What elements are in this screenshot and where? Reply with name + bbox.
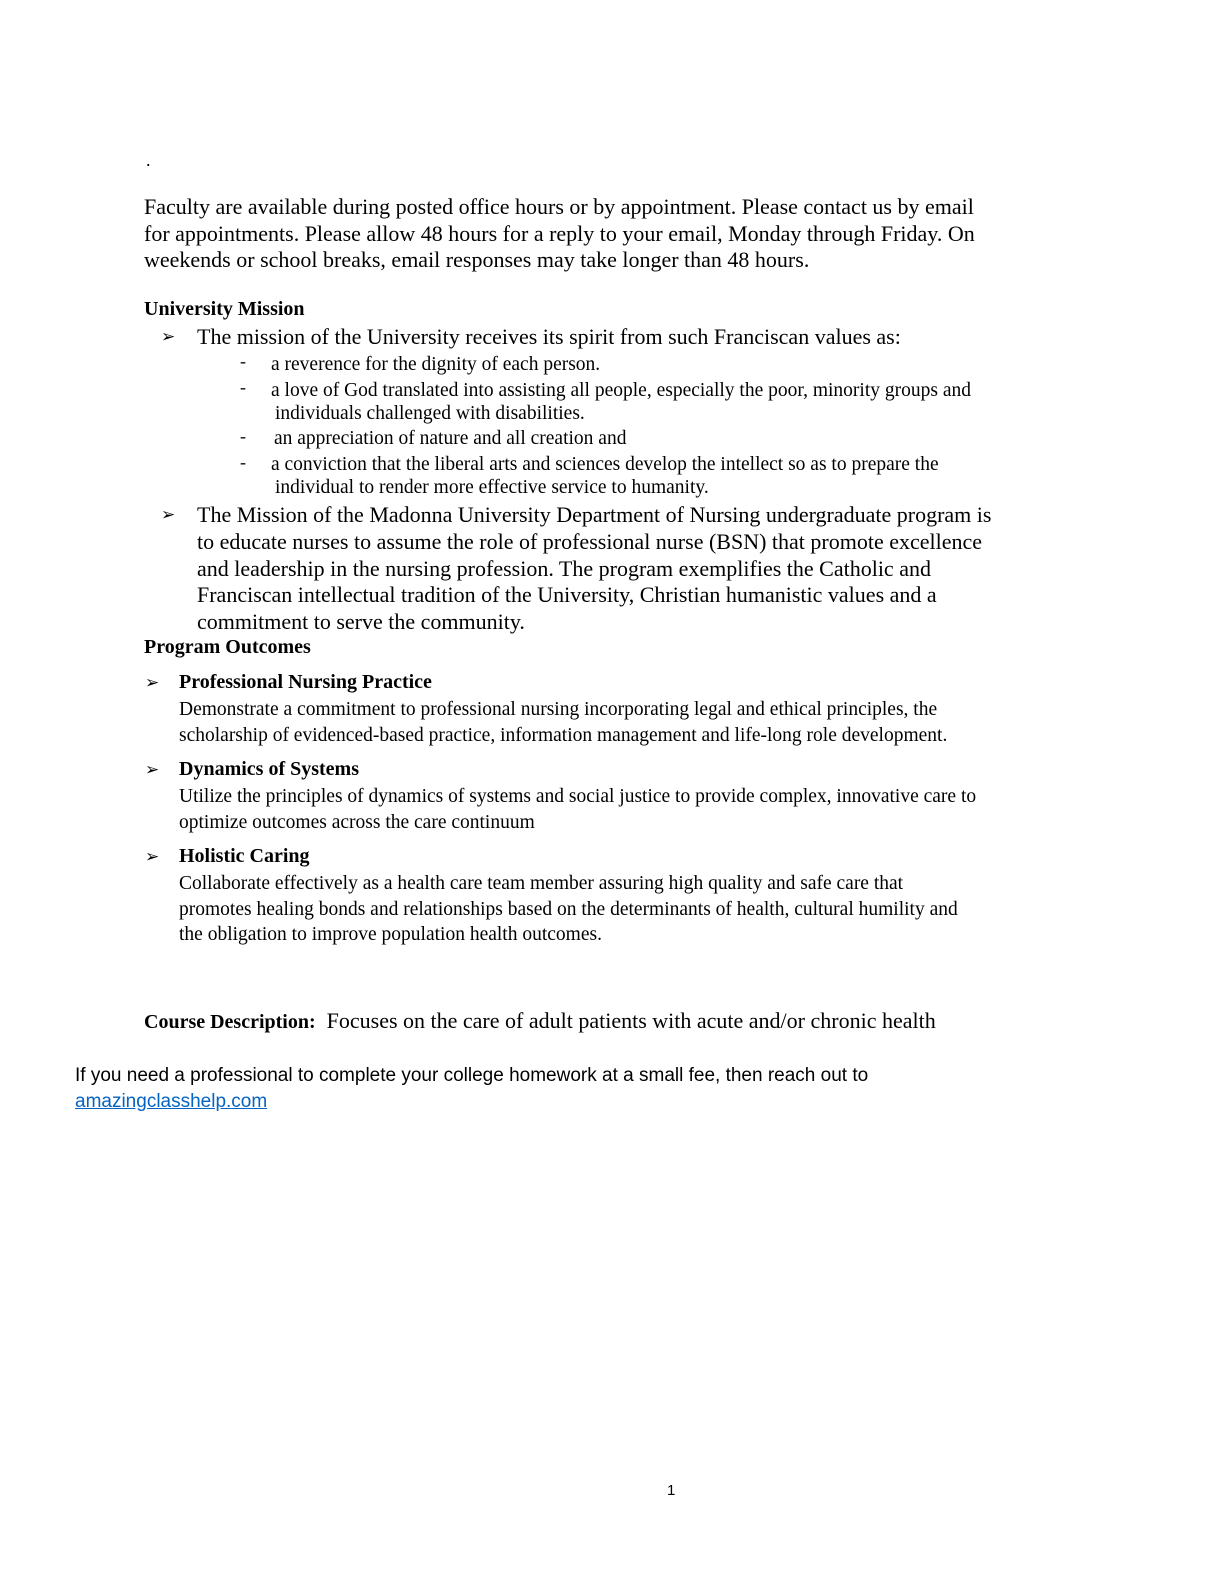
mission-value-item: a love of God translated into assisting all people, especially the poor, minority groups and individuals challenged with disabilities. [271,380,971,424]
outcome-title: Professional Nursing Practice [179,671,432,693]
leading-mark: . [146,150,151,170]
course-description-label: Course Description: [144,1011,316,1033]
course-description-text: Focuses on the care of adult patients with acute and/or chronic health [326,1008,936,1033]
outcome-title: Holistic Caring [179,845,310,867]
program-outcomes-heading: Program Outcomes [144,636,311,658]
arrow-bullet-icon: ➢ [161,505,176,525]
outcome-description: Demonstrate a commitment to professional nursing incorporating legal and ethical principles, the scholarship of evidenced-based practice, information management and life-long role development. [179,699,948,746]
mission-value-item: a reverence for the dignity of each person. [271,354,601,375]
dash-bullet-icon: - [240,452,246,472]
promo-note [75,1063,868,1115]
faculty-availability-paragraph [144,194,975,274]
course-description [144,1008,936,1034]
promo-link[interactable]: amazingclasshelp.com [75,1091,268,1112]
outcome-description: Utilize the principles of dynamics of systems and social justice to provide complex, innovative care to optimize outcomes across the care continuum [179,786,977,833]
arrow-bullet-icon: ➢ [145,847,160,867]
outcome-title: Dynamics of Systems [179,758,359,780]
dash-bullet-icon: - [240,377,246,397]
dash-bullet-icon: - [240,351,246,371]
outcome-description: Collaborate effectively as a health care team member assuring high quality and safe care that promotes healing bonds and relationships based on the determinants of health, cultural humility and the obligation to improve population health outcomes. [179,873,958,945]
arrow-bullet-icon: ➢ [145,760,160,780]
mission-intro: The mission of the University receives its spirit from such Franciscan values as: [197,324,901,349]
paragraph-line: for appointments. Please allow 48 hours for a reply to your email, Monday through Friday. On [144,220,975,246]
promo-text: If you need a professional to complete your college homework at a small fee, then reach out to [75,1065,869,1086]
mission-value-item: an appreciation of nature and all creation and [274,428,627,449]
arrow-bullet-icon: ➢ [145,673,160,693]
mission-value-item: a conviction that the liberal arts and sciences develop the intellect so as to prepare the individual to render more effective service to humanity. [271,454,939,498]
dash-bullet-icon: - [240,426,246,446]
arrow-bullet-icon: ➢ [161,327,176,347]
paragraph-line: weekends or school breaks, email responses may take longer than 48 hours. [144,247,810,272]
nursing-mission-paragraph: The Mission of the Madonna University Department of Nursing undergraduate program is to educate nurses to assume the role of professional nurse (BSN) that promote excellence and leadership in the nursing profession. The program exemplifies the Catholic and Franciscan intellectual tradition of the University, Christian humanistic values and a commitment to serve the community. [197,502,992,635]
paragraph-line: Faculty are available during posted office hours or by appointment. Please contact us by email [144,194,974,219]
university-mission-heading: University Mission [144,298,305,320]
page-number: 1 [667,1482,676,1499]
